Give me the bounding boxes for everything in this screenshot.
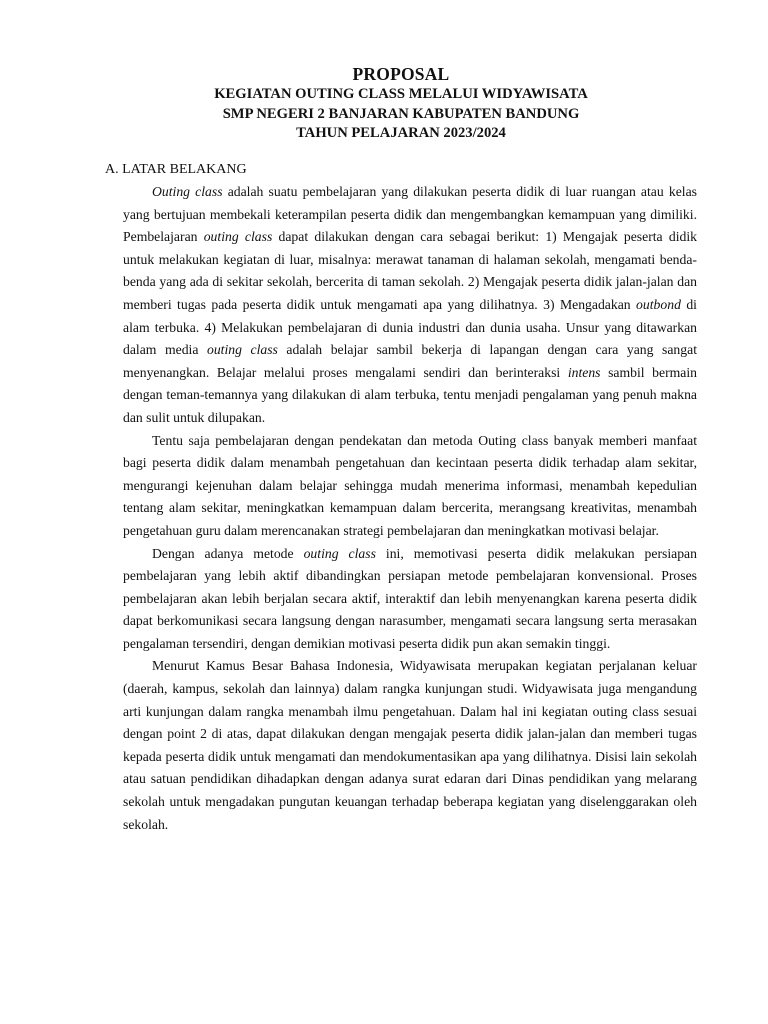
term-outbond: outbond (636, 296, 681, 312)
term-outing-class: Outing class (152, 184, 223, 199)
paragraph-1 (123, 181, 697, 430)
title-line-year: TAHUN PELAJARAN 2023/2024 (296, 125, 506, 141)
term-outing-class: outing class (303, 545, 376, 561)
term-intens: intens (567, 364, 601, 380)
body-text (123, 181, 697, 836)
paragraph-text: adalah belajar sambil bekerja di lapangan dengan cara yang sangat menyenangkan. Belajar melalui proses mengalami sendiri dan berinteraksi (123, 342, 698, 380)
document-title: PROPOSAL (352, 64, 450, 84)
paragraph-3 (123, 543, 697, 656)
paragraph-2: Tentu saja pembelajaran dengan pendekatan dan metoda Outing class banyak memberi manfaat bagi peserta didik dalam menambah pengetahuan dan kecintaan peserta didik terhadap alam sekitar, mengurangi kejenuhan dalam belajar sehingga mudah menerima informasi, menambah kepedulian tentang alam sekitar, meningkatkan kemampuan dalam bercerita, merangsang kreativitas, menambah pengetahuan guru dalam merencanakan strategi pembelajaran dan meningkatkan motivasi belajar. (123, 432, 697, 538)
paragraph-text: Dengan adanya metode (152, 545, 304, 561)
title-line-school: SMP NEGERI 2 BANJARAN KABUPATEN BANDUNG (222, 105, 580, 122)
term-outing-class: outing class (206, 342, 278, 358)
title-block (0, 63, 768, 144)
title-line-activity: KEGIATAN OUTING CLASS MELALUI WIDYAWISATA (214, 86, 588, 102)
paragraph-4: Menurut Kamus Besar Bahasa Indonesia, Widyawisata merupakan kegiatan perjalanan keluar (daerah, kampus, sekolah dan lainnya) dalam rangka kunjungan studi. Widyawisata juga mengandung arti kunjungan dalam rangka menambah ilmu pengetahuan. Dalam hal ini kegiatan outing class sesuai dengan point 2 di atas, dapat dilakukan dengan mengajak peserta didik jalan-jalan dan memberi tugas kepada peserta didik untuk mengamati dan mendokumentasikan apa yang dilihatnya. Disisi lain sekolah atau satuan pendidikan dihadapkan dengan adanya surat edaran dari Dinas pendidikan yang melarang sekolah untuk mengadakan pungutan keuangan terhadap beberapa kegiatan yang diselenggarakan oleh sekolah. (123, 658, 697, 832)
section-heading: A. LATAR BELAKANG (105, 162, 247, 177)
paragraph-text: adalah suatu pembelajaran yang dilakukan peserta didik di luar ruangan atau kelas yang bertujuan membekali keterampilan peserta didik dan mengembangkan kemampuan yang dimiliki. Pembelajaran (123, 184, 697, 245)
paragraph-text: sambil bermain dengan teman-temannya yang dilakukan di alam terbuka, tentu menjadi pengalaman yang penuh makna dan sulit untuk dilupakan. (123, 364, 697, 425)
paragraph-text: ini, memotivasi peserta didik melakukan persiapan pembelajaran yang lebih aktif dibandingkan persiapan metode pembelajaran konvensional. Proses pembelajaran akan lebih berjalan secara aktif, interaktif dan lebih menyenangkan karena peserta didik dapat berkomunikasi secara langsung dengan narasumber, mengamati secara langsung serta merasakan pengalaman tersendiri, dengan demikian motivasi peserta didik pun akan semakin tinggi. (123, 545, 697, 651)
paragraph-text: dapat dilakukan dengan cara sebagai berikut: 1) Mengajak peserta didik untuk melakukan kegiatan di luar, misalnya: merawat tanaman di halaman sekolah, mengamati benda-benda yang ada di sekitar sekolah, bercerita di taman sekolah. 2) Mengajak peserta didik jalan-jalan dan memberi tugas pada peserta didik untuk mengamati apa yang dilihatnya. 3) Mengadakan (123, 229, 697, 312)
paragraph-text: di alam terbuka. 4) Melakukan pembelajaran di dunia industri dan dunia usaha. Unsur yang ditawarkan dalam media (123, 296, 697, 358)
term-outing-class: outing class (203, 229, 273, 245)
